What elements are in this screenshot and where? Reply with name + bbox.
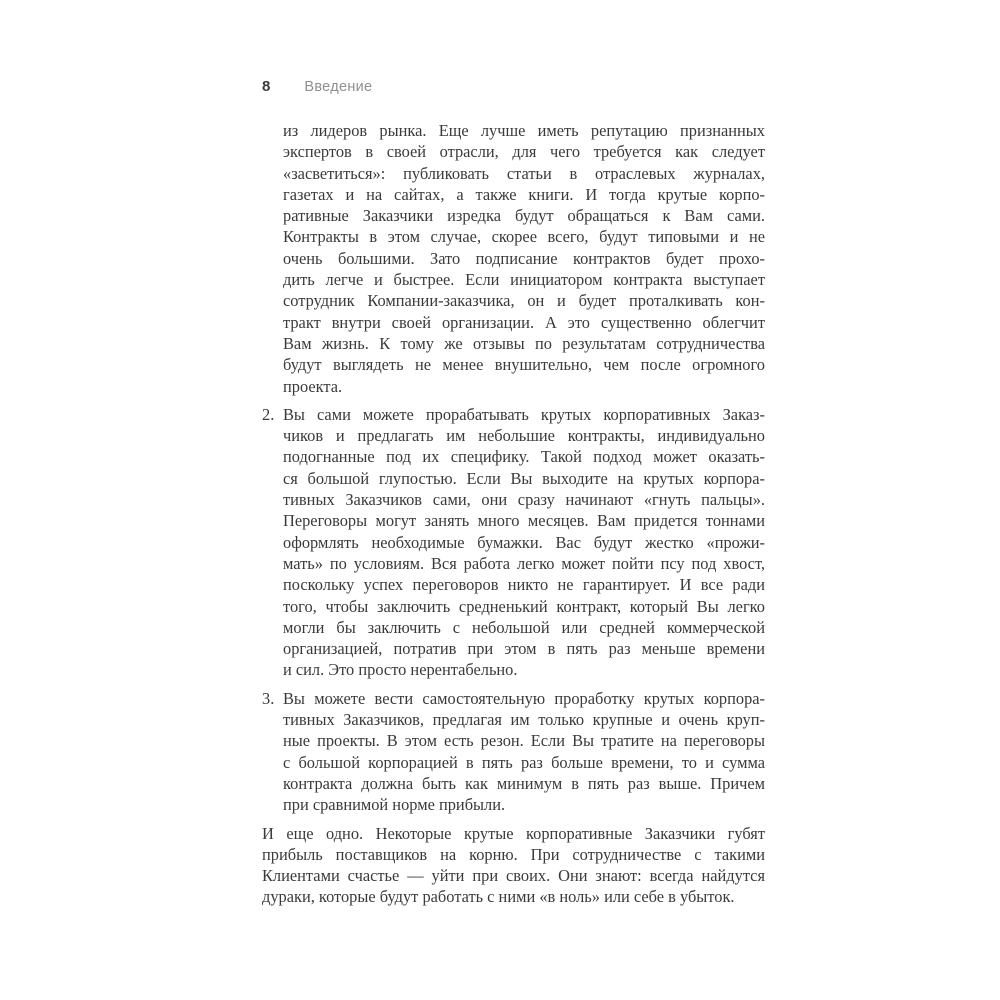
text-line: Переговоры могут занять много месяцев. Вам придется тоннами: [283, 511, 765, 531]
text-line: дить легче и быстрее. Если инициатором контракта выступает: [283, 270, 765, 290]
text-line: при сравнимой норме прибыли.: [283, 795, 506, 815]
text-line: того, чтобы заключить средненький контракт, который Вы легко: [283, 596, 765, 616]
text-line: ные проекты. В этом есть резон. Если Вы тратите на переговоры: [283, 731, 765, 751]
text-line: экспертов в своей отрасли, для чего требуется как следует: [283, 142, 765, 162]
text-line: могли бы заключить с небольшой или средней коммерческой: [283, 617, 765, 637]
body-text: [262, 120, 765, 915]
list-item-number: 2.: [262, 404, 275, 424]
text-line: тивных Заказчиков, предлагая им только крупные и очень круп-: [283, 710, 765, 730]
paragraph: [262, 823, 765, 908]
text-line: газетах и на сайтах, а также книги. И тогда крутые корпо-: [283, 184, 765, 204]
list-item-number: 3.: [262, 688, 275, 708]
text-line: мать» по условиям. Вся работа легко может пойти псу под хвост,: [283, 553, 765, 573]
paragraph: [262, 120, 765, 397]
text-line: и сил. Это просто нерентабельно.: [283, 660, 518, 680]
list-item: [262, 688, 765, 816]
text-line: тивных Заказчиков сами, они сразу начинают «гнуть пальцы».: [283, 490, 765, 510]
text-line: подогнанные под их специфику. Такой подход может оказать-: [283, 447, 765, 467]
text-line: Вам жизнь. К тому же отзывы по результатам сотрудничества: [283, 333, 765, 353]
text-line: поскольку успех переговоров никто не гарантирует. И все ради: [283, 575, 765, 595]
text-line: сотрудник Компании-заказчика, он и будет проталкивать кон-: [283, 291, 765, 311]
text-line: И еще одно. Некоторые крутые корпоративные Заказчики губят: [262, 823, 765, 843]
text-line: Клиентами счастье — уйти при своих. Они знают: всегда найдутся: [262, 866, 765, 886]
text-line: проекта.: [283, 376, 343, 396]
text-line: контракта должна быть как минимум в пять раз выше. Причем: [283, 773, 765, 793]
page-number: 8: [262, 78, 271, 95]
text-line: с большой корпорацией в пять раз больше времени, то и сумма: [283, 752, 765, 772]
text-line: из лидеров рынка. Еще лучше иметь репутацию признанных: [283, 121, 765, 140]
text-line: ся большой глупостью. Если Вы выходите на крутых корпора-: [283, 468, 765, 488]
text-line: Вы можете вести самостоятельную проработку крутых корпора-: [283, 688, 765, 708]
text-line: прибыль поставщиков на корню. При сотрудничестве с такими: [262, 844, 765, 864]
list-item: [262, 404, 765, 681]
text-line: оформлять необходимые бумажки. Вас будут жестко «прожи-: [283, 532, 765, 552]
text-line: чиков и предлагать им небольшие контракты, индивидуально: [283, 426, 765, 446]
text-line: «засветиться»: публиковать статьи в отраслевых журналах,: [283, 163, 765, 183]
text-line: Контракты в этом случае, скорее всего, будут типовыми и не: [283, 227, 765, 247]
text-line: ративные Заказчики изредка будут обращаться к Вам сами.: [283, 206, 765, 226]
text-line: Вы сами можете прорабатывать крутых корпоративных Заказ-: [283, 404, 765, 424]
text-line: будут выглядеть не менее внушительно, чем после огромного: [283, 355, 765, 375]
running-header: [262, 78, 372, 95]
text-line: очень большими. Зато подписание контрактов будет прохо-: [283, 248, 765, 268]
text-line: дураки, которые будут работать с ними «в ноль» или себе в убыток.: [262, 887, 735, 907]
text-line: организацией, потратив при этом в пять раз меньше времени: [283, 639, 765, 659]
text-line: тракт внутри своей организации. А это существенно облегчит: [283, 312, 765, 332]
chapter-title: Введение: [304, 79, 373, 95]
